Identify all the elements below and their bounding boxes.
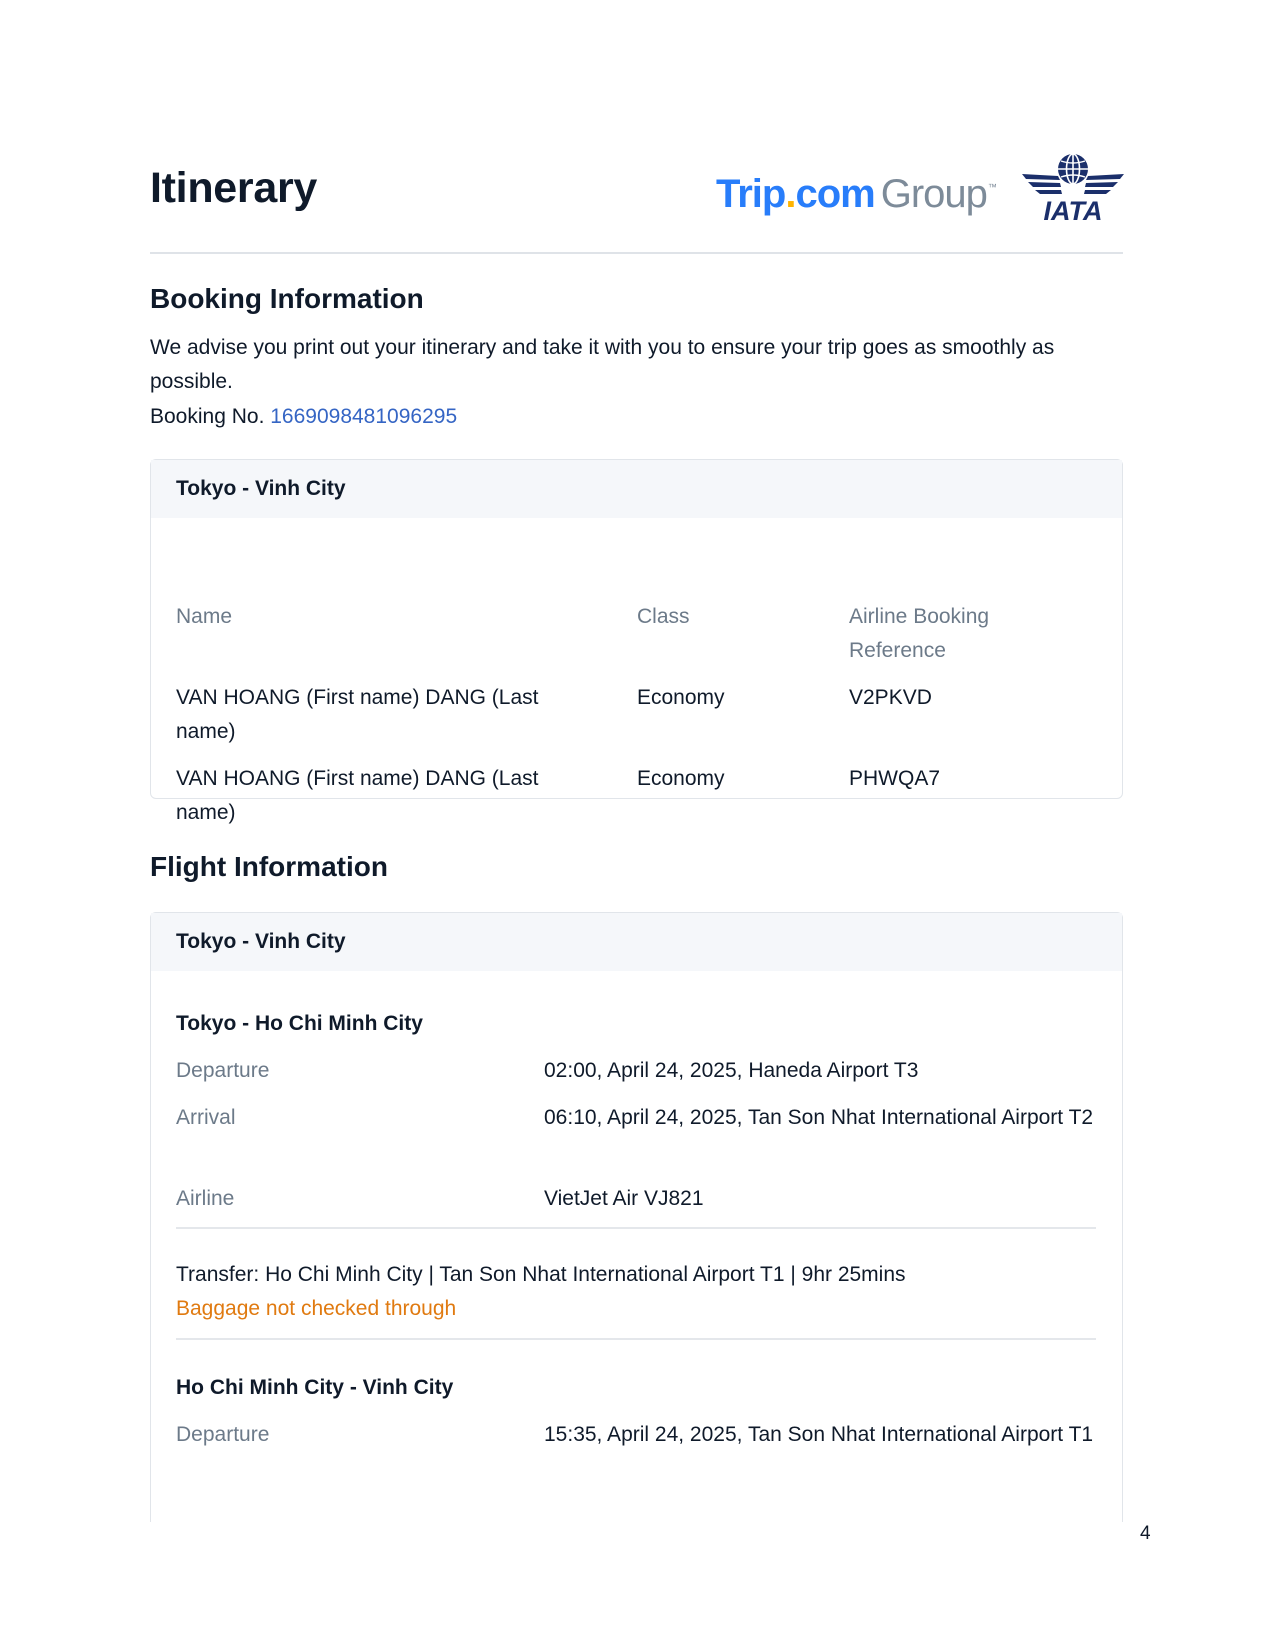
transfer-text: Transfer: Ho Chi Minh City | Tan Son Nhat International Airport T1 | 9hr 25mins [176,1263,906,1286]
airline-value: VietJet Air VJ821 [544,1187,704,1210]
divider [176,1338,1096,1340]
passenger-card [150,459,1123,824]
segment-1-title: Tokyo - Ho Chi Minh City [176,1012,423,1035]
page-title: Itinerary [150,164,317,212]
trip-com-group-logo [716,172,997,222]
divider [176,1227,1096,1229]
iata-logo-text: IATA [1043,196,1103,226]
flight-section-title: Flight Information [150,851,388,882]
segment-2-title: Ho Chi Minh City - Vinh City [176,1376,454,1399]
passenger-name: VAN HOANG (First name) DANG (Last name) [176,767,539,824]
arrival-label: Arrival [176,1106,236,1129]
iata-logo-icon [1022,152,1124,224]
airline-label: Airline [176,1187,235,1210]
passenger-reference: V2PKVD [849,686,932,709]
trip-logo-group: Group [880,172,987,216]
flight-card-title: Tokyo - Vinh City [151,913,1122,971]
passenger-class: Economy [637,767,725,790]
departure-value: 15:35, April 24, 2025, Tan Son Nhat International Airport T1 [544,1423,1094,1446]
departure-value: 02:00, April 24, 2025, Haneda Airport T3 [544,1059,919,1082]
booking-number-label: Booking No. [150,405,265,428]
baggage-note: Baggage not checked through [176,1297,457,1320]
page-number: 4 [1140,1523,1151,1544]
column-header-class: Class [637,605,690,628]
arrival-value: 06:10, April 24, 2025, Tan Son Nhat International Airport T2 [544,1106,1094,1129]
trip-logo-brand: Trip.com [716,172,875,216]
departure-label: Departure [176,1059,270,1082]
booking-number-value: 1669098481096295 [270,405,458,428]
passenger-name: VAN HOANG (First name) DANG (Last name) [176,686,539,743]
booking-section-title: Booking Information [150,283,424,314]
advice-text: We advise you print out your itinerary and take it with you to ensure your trip goes as smoothly as possible. [150,336,1055,393]
passenger-card-title: Tokyo - Vinh City [151,460,1122,518]
transfer-info [176,1258,1096,1326]
departure-label: Departure [176,1423,270,1446]
flight-card [150,912,1123,1522]
column-header-reference: Airline Booking Reference [849,605,990,662]
trademark-symbol: ™ [987,182,997,192]
page-header [150,148,1123,254]
booking-number-line [150,400,457,434]
column-header-name: Name [176,605,233,628]
passenger-reference: PHWQA7 [849,767,941,790]
passenger-class: Economy [637,686,725,709]
